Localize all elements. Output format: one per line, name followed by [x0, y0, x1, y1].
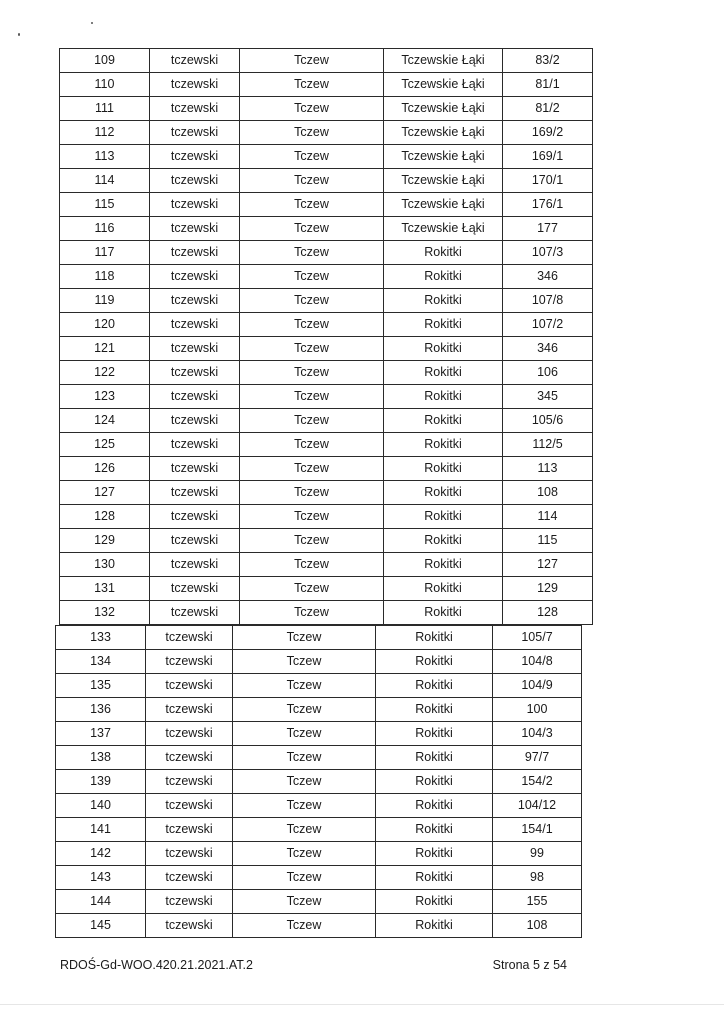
- county-cell: tczewski: [146, 626, 233, 650]
- row-number-cell: 142: [56, 842, 146, 866]
- county-cell: tczewski: [150, 193, 240, 217]
- table-row: [60, 433, 593, 457]
- commune-cell: Tczew: [240, 529, 384, 553]
- commune-cell: Tczew: [240, 49, 384, 73]
- county-cell: tczewski: [150, 97, 240, 121]
- parcel-number-cell: 177: [503, 217, 593, 241]
- county-cell: tczewski: [150, 409, 240, 433]
- row-number-cell: 134: [56, 650, 146, 674]
- precinct-cell: Rokitki: [384, 361, 503, 385]
- county-cell: tczewski: [150, 601, 240, 625]
- precinct-cell: Rokitki: [376, 866, 493, 890]
- row-number-cell: 145: [56, 914, 146, 938]
- row-number-cell: 137: [56, 722, 146, 746]
- table-row: [56, 674, 582, 698]
- parcel-table-bottom-body: [56, 626, 582, 938]
- row-number-cell: 136: [56, 698, 146, 722]
- county-cell: tczewski: [150, 361, 240, 385]
- county-cell: tczewski: [150, 553, 240, 577]
- parcel-table-bottom: [55, 625, 582, 938]
- table-row: [60, 289, 593, 313]
- row-number-cell: 117: [60, 241, 150, 265]
- parcel-number-cell: 81/1: [503, 73, 593, 97]
- parcel-number-cell: 129: [503, 577, 593, 601]
- county-cell: tczewski: [150, 265, 240, 289]
- table-row: [60, 217, 593, 241]
- parcel-number-cell: 105/7: [493, 626, 582, 650]
- commune-cell: Tczew: [233, 818, 376, 842]
- precinct-cell: Rokitki: [384, 409, 503, 433]
- table-row: [60, 409, 593, 433]
- parcel-number-cell: 108: [503, 481, 593, 505]
- parcel-number-cell: 346: [503, 337, 593, 361]
- table-row: [60, 145, 593, 169]
- precinct-cell: Tczewskie Łąki: [384, 49, 503, 73]
- parcel-number-cell: 104/3: [493, 722, 582, 746]
- row-number-cell: 116: [60, 217, 150, 241]
- precinct-cell: Rokitki: [384, 505, 503, 529]
- commune-cell: Tczew: [233, 722, 376, 746]
- table-row: [60, 193, 593, 217]
- county-cell: tczewski: [150, 457, 240, 481]
- commune-cell: Tczew: [240, 601, 384, 625]
- county-cell: tczewski: [150, 529, 240, 553]
- row-number-cell: 125: [60, 433, 150, 457]
- parcel-number-cell: 106: [503, 361, 593, 385]
- parcel-number-cell: 107/2: [503, 313, 593, 337]
- commune-cell: Tczew: [240, 169, 384, 193]
- precinct-cell: Rokitki: [376, 914, 493, 938]
- row-number-cell: 112: [60, 121, 150, 145]
- commune-cell: Tczew: [240, 433, 384, 457]
- row-number-cell: 109: [60, 49, 150, 73]
- commune-cell: Tczew: [233, 746, 376, 770]
- precinct-cell: Rokitki: [384, 529, 503, 553]
- row-number-cell: 122: [60, 361, 150, 385]
- row-number-cell: 133: [56, 626, 146, 650]
- county-cell: tczewski: [146, 698, 233, 722]
- scan-speck: [18, 33, 20, 36]
- precinct-cell: Rokitki: [384, 265, 503, 289]
- parcel-number-cell: 128: [503, 601, 593, 625]
- commune-cell: Tczew: [240, 409, 384, 433]
- row-number-cell: 126: [60, 457, 150, 481]
- parcel-number-cell: 98: [493, 866, 582, 890]
- parcel-number-cell: 99: [493, 842, 582, 866]
- precinct-cell: Rokitki: [376, 698, 493, 722]
- parcel-number-cell: 154/2: [493, 770, 582, 794]
- commune-cell: Tczew: [233, 770, 376, 794]
- commune-cell: Tczew: [240, 481, 384, 505]
- county-cell: tczewski: [150, 241, 240, 265]
- commune-cell: Tczew: [240, 553, 384, 577]
- county-cell: tczewski: [146, 746, 233, 770]
- county-cell: tczewski: [150, 289, 240, 313]
- row-number-cell: 143: [56, 866, 146, 890]
- parcel-number-cell: 83/2: [503, 49, 593, 73]
- parcel-number-cell: 104/12: [493, 794, 582, 818]
- row-number-cell: 119: [60, 289, 150, 313]
- commune-cell: Tczew: [240, 577, 384, 601]
- precinct-cell: Rokitki: [376, 650, 493, 674]
- table-row: [60, 313, 593, 337]
- precinct-cell: Rokitki: [376, 626, 493, 650]
- table-row: [60, 481, 593, 505]
- county-cell: tczewski: [146, 866, 233, 890]
- page-indicator: Strona 5 z 54: [492, 958, 567, 972]
- parcel-number-cell: 105/6: [503, 409, 593, 433]
- parcel-number-cell: 345: [503, 385, 593, 409]
- table-row: [56, 914, 582, 938]
- commune-cell: Tczew: [240, 385, 384, 409]
- precinct-cell: Rokitki: [384, 241, 503, 265]
- row-number-cell: 114: [60, 169, 150, 193]
- table-row: [60, 73, 593, 97]
- row-number-cell: 123: [60, 385, 150, 409]
- county-cell: tczewski: [146, 890, 233, 914]
- commune-cell: Tczew: [233, 626, 376, 650]
- row-number-cell: 130: [60, 553, 150, 577]
- county-cell: tczewski: [146, 650, 233, 674]
- precinct-cell: Tczewskie Łąki: [384, 169, 503, 193]
- row-number-cell: 140: [56, 794, 146, 818]
- table-row: [60, 385, 593, 409]
- table-row: [60, 169, 593, 193]
- parcel-number-cell: 154/1: [493, 818, 582, 842]
- parcel-number-cell: 176/1: [503, 193, 593, 217]
- commune-cell: Tczew: [240, 193, 384, 217]
- county-cell: tczewski: [150, 481, 240, 505]
- table-row: [60, 97, 593, 121]
- row-number-cell: 124: [60, 409, 150, 433]
- county-cell: tczewski: [150, 337, 240, 361]
- table-row: [56, 698, 582, 722]
- precinct-cell: Rokitki: [384, 457, 503, 481]
- commune-cell: Tczew: [240, 505, 384, 529]
- county-cell: tczewski: [150, 217, 240, 241]
- precinct-cell: Rokitki: [384, 433, 503, 457]
- commune-cell: Tczew: [240, 265, 384, 289]
- page-edge-line: [0, 1004, 724, 1005]
- table-row: [56, 890, 582, 914]
- precinct-cell: Tczewskie Łąki: [384, 193, 503, 217]
- parcel-number-cell: 107/3: [503, 241, 593, 265]
- precinct-cell: Rokitki: [376, 674, 493, 698]
- table-row: [60, 577, 593, 601]
- table-row: [56, 818, 582, 842]
- precinct-cell: Rokitki: [384, 601, 503, 625]
- precinct-cell: Rokitki: [376, 746, 493, 770]
- row-number-cell: 127: [60, 481, 150, 505]
- precinct-cell: Rokitki: [376, 890, 493, 914]
- precinct-cell: Rokitki: [384, 385, 503, 409]
- row-number-cell: 115: [60, 193, 150, 217]
- row-number-cell: 131: [60, 577, 150, 601]
- table-row: [56, 722, 582, 746]
- county-cell: tczewski: [146, 818, 233, 842]
- precinct-cell: Rokitki: [376, 722, 493, 746]
- table-row: [60, 361, 593, 385]
- commune-cell: Tczew: [240, 97, 384, 121]
- parcel-number-cell: 112/5: [503, 433, 593, 457]
- table-row: [60, 121, 593, 145]
- commune-cell: Tczew: [233, 698, 376, 722]
- row-number-cell: 135: [56, 674, 146, 698]
- precinct-cell: Rokitki: [384, 289, 503, 313]
- precinct-cell: Rokitki: [384, 481, 503, 505]
- table-row: [60, 457, 593, 481]
- table-row: [60, 49, 593, 73]
- parcel-table-top-body: [60, 49, 593, 625]
- precinct-cell: Tczewskie Łąki: [384, 121, 503, 145]
- parcel-number-cell: 155: [493, 890, 582, 914]
- row-number-cell: 120: [60, 313, 150, 337]
- precinct-cell: Rokitki: [376, 770, 493, 794]
- precinct-cell: Rokitki: [384, 337, 503, 361]
- table-row: [60, 529, 593, 553]
- commune-cell: Tczew: [233, 866, 376, 890]
- commune-cell: Tczew: [233, 890, 376, 914]
- document-reference: RDOŚ-Gd-WOO.420.21.2021.AT.2: [60, 958, 253, 972]
- row-number-cell: 139: [56, 770, 146, 794]
- row-number-cell: 111: [60, 97, 150, 121]
- parcel-number-cell: 346: [503, 265, 593, 289]
- parcel-number-cell: 100: [493, 698, 582, 722]
- commune-cell: Tczew: [240, 457, 384, 481]
- table-row: [56, 770, 582, 794]
- precinct-cell: Rokitki: [376, 794, 493, 818]
- row-number-cell: 113: [60, 145, 150, 169]
- county-cell: tczewski: [146, 914, 233, 938]
- county-cell: tczewski: [146, 770, 233, 794]
- commune-cell: Tczew: [240, 217, 384, 241]
- table-row: [60, 241, 593, 265]
- county-cell: tczewski: [150, 313, 240, 337]
- precinct-cell: Rokitki: [376, 842, 493, 866]
- parcel-number-cell: 115: [503, 529, 593, 553]
- row-number-cell: 128: [60, 505, 150, 529]
- county-cell: tczewski: [146, 842, 233, 866]
- table-row: [56, 842, 582, 866]
- county-cell: tczewski: [146, 674, 233, 698]
- parcel-number-cell: 104/9: [493, 674, 582, 698]
- commune-cell: Tczew: [233, 914, 376, 938]
- commune-cell: Tczew: [240, 145, 384, 169]
- row-number-cell: 144: [56, 890, 146, 914]
- county-cell: tczewski: [150, 433, 240, 457]
- commune-cell: Tczew: [240, 121, 384, 145]
- county-cell: tczewski: [150, 169, 240, 193]
- commune-cell: Tczew: [233, 674, 376, 698]
- county-cell: tczewski: [150, 577, 240, 601]
- parcel-number-cell: 108: [493, 914, 582, 938]
- parcel-number-cell: 169/2: [503, 121, 593, 145]
- table-row: [56, 626, 582, 650]
- precinct-cell: Tczewskie Łąki: [384, 97, 503, 121]
- county-cell: tczewski: [150, 505, 240, 529]
- table-row: [60, 601, 593, 625]
- precinct-cell: Rokitki: [384, 313, 503, 337]
- row-number-cell: 138: [56, 746, 146, 770]
- table-row: [56, 746, 582, 770]
- parcel-table-top: [59, 48, 593, 625]
- county-cell: tczewski: [150, 385, 240, 409]
- commune-cell: Tczew: [240, 73, 384, 97]
- county-cell: tczewski: [150, 121, 240, 145]
- commune-cell: Tczew: [233, 842, 376, 866]
- row-number-cell: 141: [56, 818, 146, 842]
- table-row: [56, 794, 582, 818]
- parcel-number-cell: 104/8: [493, 650, 582, 674]
- scan-speck: [91, 22, 93, 24]
- commune-cell: Tczew: [240, 241, 384, 265]
- precinct-cell: Rokitki: [384, 553, 503, 577]
- table-row: [60, 265, 593, 289]
- row-number-cell: 129: [60, 529, 150, 553]
- table-row: [60, 505, 593, 529]
- commune-cell: Tczew: [240, 313, 384, 337]
- parcel-number-cell: 170/1: [503, 169, 593, 193]
- county-cell: tczewski: [150, 49, 240, 73]
- row-number-cell: 118: [60, 265, 150, 289]
- precinct-cell: Rokitki: [384, 577, 503, 601]
- precinct-cell: Tczewskie Łąki: [384, 73, 503, 97]
- precinct-cell: Rokitki: [376, 818, 493, 842]
- table-row: [56, 866, 582, 890]
- county-cell: tczewski: [146, 794, 233, 818]
- commune-cell: Tczew: [240, 337, 384, 361]
- row-number-cell: 110: [60, 73, 150, 97]
- row-number-cell: 132: [60, 601, 150, 625]
- precinct-cell: Tczewskie Łąki: [384, 145, 503, 169]
- parcel-number-cell: 113: [503, 457, 593, 481]
- commune-cell: Tczew: [233, 650, 376, 674]
- commune-cell: Tczew: [240, 361, 384, 385]
- parcel-number-cell: 97/7: [493, 746, 582, 770]
- county-cell: tczewski: [150, 145, 240, 169]
- county-cell: tczewski: [146, 722, 233, 746]
- row-number-cell: 121: [60, 337, 150, 361]
- parcel-number-cell: 114: [503, 505, 593, 529]
- table-row: [56, 650, 582, 674]
- commune-cell: Tczew: [233, 794, 376, 818]
- table-row: [60, 553, 593, 577]
- parcel-number-cell: 169/1: [503, 145, 593, 169]
- county-cell: tczewski: [150, 73, 240, 97]
- precinct-cell: Tczewskie Łąki: [384, 217, 503, 241]
- parcel-number-cell: 81/2: [503, 97, 593, 121]
- table-row: [60, 337, 593, 361]
- parcel-number-cell: 127: [503, 553, 593, 577]
- parcel-number-cell: 107/8: [503, 289, 593, 313]
- commune-cell: Tczew: [240, 289, 384, 313]
